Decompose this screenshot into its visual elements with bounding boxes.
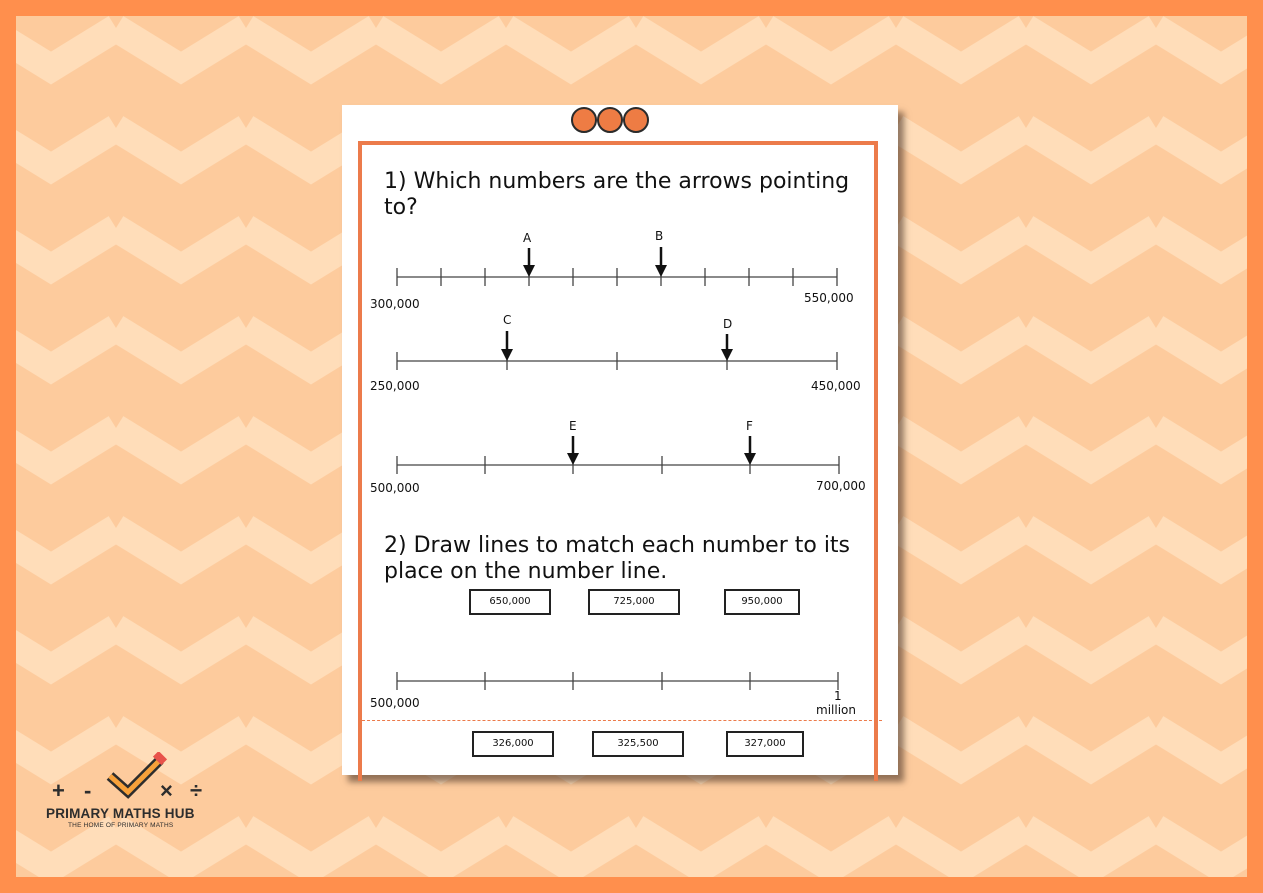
number-line-4 xyxy=(370,672,856,717)
match-box-327000[interactable]: 327,000 xyxy=(726,731,804,757)
match-box-325500[interactable]: 325,500 xyxy=(592,731,684,757)
arrow-e xyxy=(567,419,579,465)
nl1-end-label: 550,000 xyxy=(804,291,854,305)
primary-maths-hub-logo xyxy=(40,752,230,832)
nl2-start-label: 250,000 xyxy=(370,379,420,393)
divide-icon: ÷ xyxy=(190,778,203,803)
number-line-1 xyxy=(370,229,854,311)
arrow-e-label: E xyxy=(569,419,577,433)
arrow-a xyxy=(523,231,535,277)
number-lines xyxy=(342,105,898,775)
cut-line xyxy=(362,720,882,721)
nl3-start-label: 500,000 xyxy=(370,481,420,495)
arrow-b xyxy=(655,229,667,277)
multiply-icon: × xyxy=(160,778,173,803)
plus-icon: + xyxy=(52,778,65,803)
minus-icon: - xyxy=(84,778,92,803)
nl4-end-label-line1: 1 xyxy=(834,689,842,703)
question-2-text: 2) Draw lines to match each number to its place on the number line. xyxy=(384,533,851,584)
arrow-b-label: B xyxy=(655,229,664,243)
nl4-end-label-line2: million xyxy=(816,703,856,717)
nl3-end-label: 700,000 xyxy=(816,479,866,493)
question-1-text: 1) Which numbers are the arrows pointing to? xyxy=(384,169,850,220)
logo-title: PRIMARY MATHS HUB xyxy=(46,806,195,821)
number-line-2 xyxy=(370,313,861,393)
arrow-f xyxy=(744,419,756,465)
match-box-725000[interactable]: 725,000 xyxy=(588,589,680,615)
arrow-d xyxy=(721,317,733,361)
match-box-650000[interactable]: 650,000 xyxy=(469,589,551,615)
arrow-d-label: D xyxy=(723,317,733,331)
nl4-start-label: 500,000 xyxy=(370,696,420,710)
number-line-3 xyxy=(370,419,866,495)
arrow-f-label: F xyxy=(746,419,753,433)
arrow-a-label: A xyxy=(523,231,532,245)
nl2-end-label: 450,000 xyxy=(811,379,861,393)
match-box-950000[interactable]: 950,000 xyxy=(724,589,800,615)
worksheet-card xyxy=(342,105,898,775)
arrow-c xyxy=(501,313,513,361)
logo-subtitle: THE HOME OF PRIMARY MATHS xyxy=(68,822,174,829)
arrow-c-label: C xyxy=(503,313,512,327)
match-box-326000[interactable]: 326,000 xyxy=(472,731,554,757)
nl1-start-label: 300,000 xyxy=(370,297,420,311)
